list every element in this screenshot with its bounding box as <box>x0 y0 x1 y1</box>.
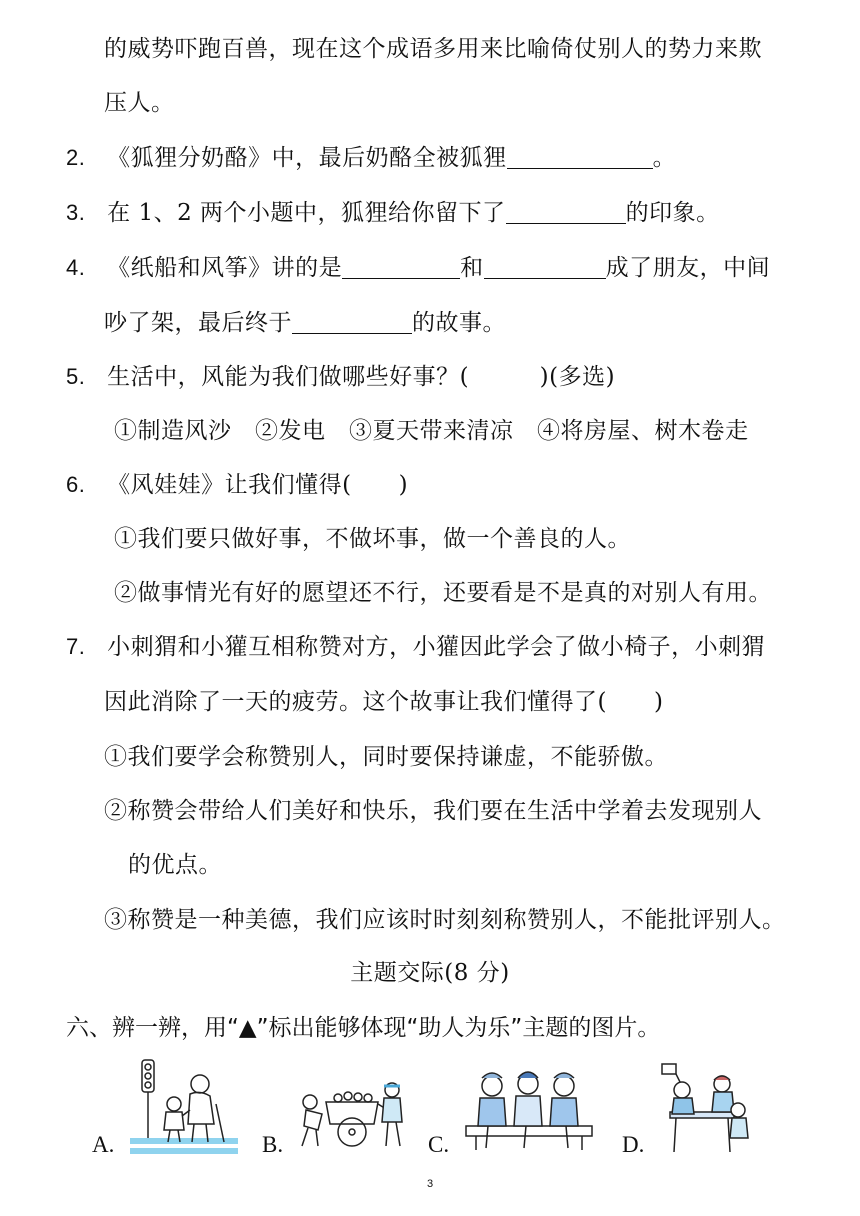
question-text-end: 的印象。 <box>625 200 720 226</box>
page-number: 3 <box>426 1178 434 1190</box>
question-text: 在 1、2 两个小题中，狐狸给你留下了 <box>107 200 506 226</box>
answer-blank[interactable] <box>506 199 626 224</box>
question-text: 《风娃娃》让我们懂得( ) <box>107 472 409 498</box>
question-text: 小刺猬和小獾互相称赞对方，小獾因此学会了做小椅子，小刺猬 <box>107 634 766 660</box>
question-6-option-2: ②做事情光有好的愿望还不行，还要看是不是真的对别人有用。 <box>114 580 772 606</box>
question-6 <box>66 470 408 500</box>
question-text: 吵了架，最后终于 <box>104 310 292 336</box>
picture-a[interactable] <box>128 1058 240 1156</box>
answer-blank-2[interactable] <box>484 254 606 279</box>
desk-icon <box>670 1112 734 1152</box>
picture-d[interactable] <box>654 1060 754 1156</box>
question-text-end: 。 <box>652 145 677 171</box>
question-number: 7. <box>66 634 86 659</box>
question-text: 《纸船和风筝》讲的是 <box>107 255 343 281</box>
question-4-line-2 <box>104 308 506 338</box>
question-number: 6. <box>66 472 86 497</box>
child-icon <box>164 1097 190 1142</box>
question-7-line-2: 因此消除了一天的疲劳。这个故事让我们懂得了( ) <box>104 689 664 715</box>
intro-line-1: 的威势吓跑百兽，现在这个成语多用来比喻倚仗别人的势力来欺 <box>104 36 762 62</box>
question-7-option-2-cont: 的优点。 <box>128 852 222 878</box>
bench-icon <box>466 1126 592 1150</box>
question-7-option-2: ②称赞会带给人们美好和快乐，我们要在生活中学着去发现别人 <box>104 798 762 824</box>
question-number: 3. <box>66 200 86 225</box>
question-text: 《狐狸分奶酪》中，最后奶酪全被狐狸 <box>107 145 507 171</box>
question-text-end: 的故事。 <box>412 310 506 336</box>
question-2 <box>66 143 676 173</box>
question-7-option-3: ③称赞是一种美德，我们应该时时刻刻称赞别人，不能批评别人。 <box>104 907 786 933</box>
question-6-option-1: ①我们要只做好事，不做坏事，做一个善良的人。 <box>114 526 631 552</box>
picture-b[interactable] <box>296 1078 414 1150</box>
question-5-options: ①制造风沙 ②发电 ③夏天带来清凉 ④将房屋、树木卷走 <box>114 418 749 444</box>
section-6-heading: 六、辨一辨，用“▲”标出能够体现“助人为乐”主题的图片。 <box>66 1015 661 1041</box>
answer-blank[interactable] <box>507 144 653 169</box>
crosswalk-stripes <box>130 1138 238 1154</box>
picture-a-label: A. <box>92 1132 115 1157</box>
picture-b-label: B. <box>262 1132 284 1157</box>
question-5 <box>66 362 615 392</box>
question-number: 5. <box>66 364 86 389</box>
question-number: 2. <box>66 145 86 170</box>
picture-c-label: C. <box>428 1132 450 1157</box>
question-text: 成了朋友，中间 <box>605 255 771 281</box>
question-7-option-1: ①我们要学会称赞别人，同时要保持谦虚，不能骄傲。 <box>104 744 668 770</box>
question-number: 4. <box>66 255 86 280</box>
answer-blank-1[interactable] <box>342 254 460 279</box>
traffic-light-icon <box>142 1060 154 1138</box>
question-7 <box>66 632 765 662</box>
answer-blank-3[interactable] <box>292 309 412 334</box>
helper-child-icon <box>302 1095 322 1146</box>
elder-icon <box>188 1075 224 1142</box>
question-text: 和 <box>460 255 484 281</box>
intro-line-2: 压人。 <box>104 90 175 116</box>
question-text: 生活中，风能为我们做哪些好事？( )(多选) <box>107 364 616 390</box>
section-title: 主题交际(8 分) <box>350 960 510 986</box>
worker-icon <box>382 1083 402 1146</box>
question-3 <box>66 198 720 228</box>
question-4 <box>66 253 770 283</box>
picture-c[interactable] <box>462 1068 596 1154</box>
picture-d-label: D. <box>622 1132 645 1157</box>
